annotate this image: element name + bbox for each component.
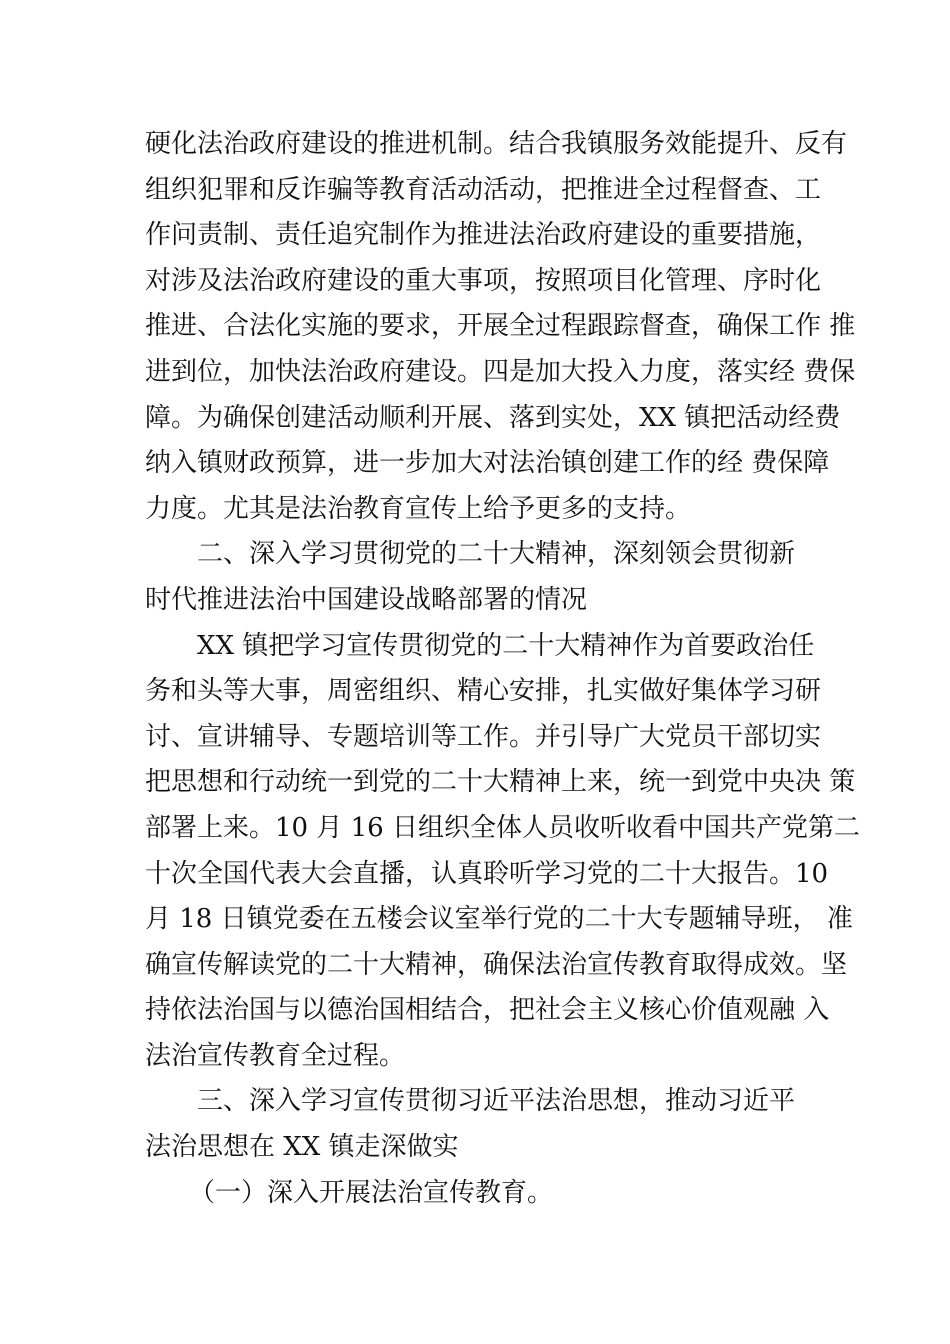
subsection-heading-1 [145, 1171, 835, 1217]
heading-line: 法治思想在 XX 镇走深做实 [145, 1132, 459, 1163]
paragraph-continued [145, 122, 856, 532]
text-line: 作问责制、责任追究制作为推进法治政府建设的重要措施， [145, 220, 822, 251]
heading-line: 三、深入学习宣传贯彻习近平法治思想，推动习近平 [197, 1086, 796, 1117]
text-line: 务和头等大事，周密组织、精心安排，扎实做好集体学习研 [145, 676, 822, 707]
text-line: 对涉及法治政府建设的重大事项，按照项目化管理、序时化 [145, 265, 822, 296]
heading-line: 二、深入学习贯彻党的二十大精神，深刻领会贯彻新 [197, 539, 796, 570]
text-line: 纳入镇财政预算，进一步加大对法治镇创建工作的经 费保障 [145, 448, 830, 479]
section-heading-2 [145, 532, 835, 623]
heading-line: 时代推进法治中国建设战略部署的情况 [145, 584, 588, 615]
document-body [145, 122, 860, 1216]
text-line: 推进、合法化实施的要求，开展全过程跟踪督查，确保工作 推 [145, 311, 856, 342]
text-line: 把思想和行动统一到党的二十大精神上来，统一到党中央决 策 [145, 767, 856, 798]
subheading-line: （一）深入开展法治宣传教育。 [189, 1177, 554, 1208]
text-line: 部署上来。10 月 16 日组织全体人员收听收看中国共产党第二 [145, 812, 860, 843]
text-line: 障。为确保创建活动顺利开展、落到实处，XX 镇把活动经费 [145, 402, 841, 433]
text-line: XX 镇把学习宣传贯彻党的二十大精神作为首要政治任 [197, 630, 815, 661]
text-line: 确宣传解读党的二十大精神，确保法治宣传教育取得成效。坚 [145, 949, 848, 980]
text-line: 力度。尤其是法治教育宣传上给予更多的支持。 [145, 493, 692, 524]
text-line: 讨、宣讲辅导、专题培训等工作。并引导广大党员干部切实 [145, 721, 822, 752]
text-line: 硬化法治政府建设的推进机制。结合我镇服务效能提升、反有 [145, 129, 848, 159]
text-line: 法治宣传教育全过程。 [145, 1040, 406, 1071]
paragraph-section-2 [145, 624, 860, 1080]
text-line: 组织犯罪和反诈骗等教育活动活动，把推进全过程督查、工 [145, 174, 822, 205]
text-line: 十次全国代表大会直播，认真聆听学习党的二十大报告。10 [145, 858, 829, 889]
section-heading-3 [145, 1079, 835, 1170]
text-line: 月 18 日镇党委在五楼会议室举行党的二十大专题辅导班， 准 [145, 904, 853, 935]
text-line: 持依法治国与以德治国相结合，把社会主义核心价值观融 入 [145, 995, 830, 1026]
text-line: 进到位，加快法治政府建设。四是加大投入力度，落实经 费保 [145, 356, 856, 387]
